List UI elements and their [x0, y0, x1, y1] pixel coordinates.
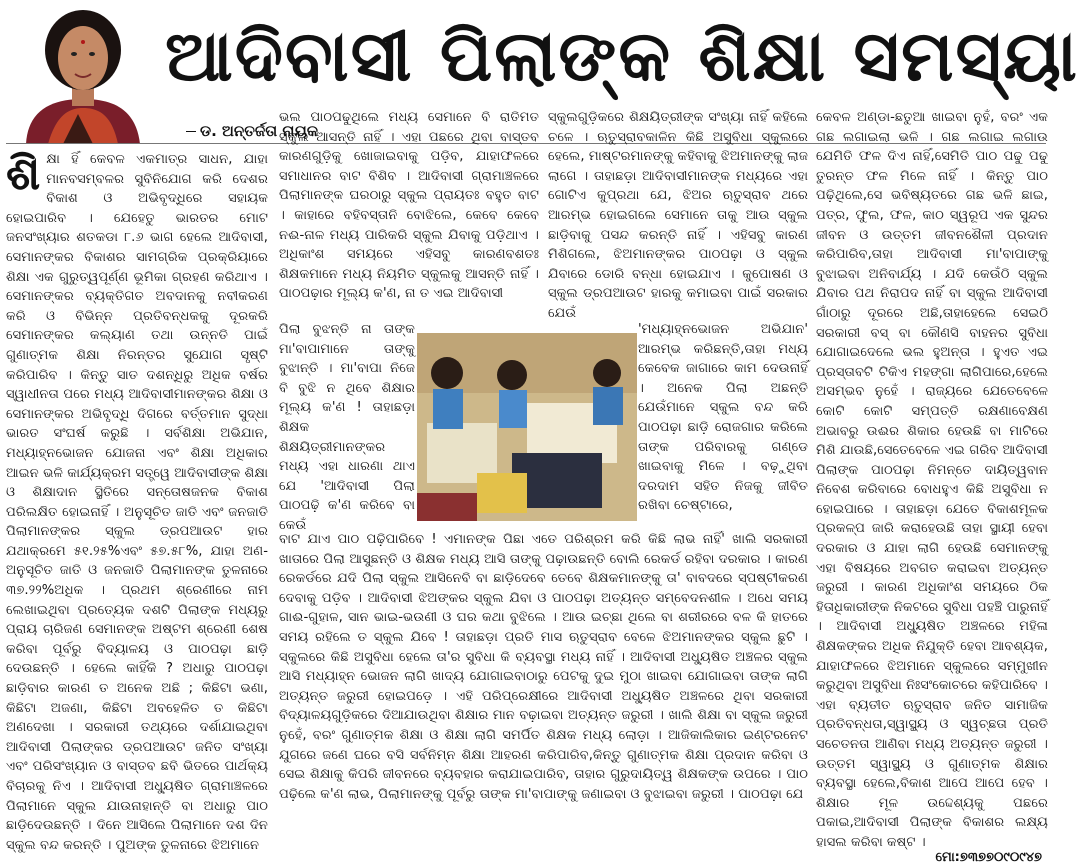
article-column-lower	[279, 530, 808, 862]
column-3b-text: 'ମଧ୍ୟାହ୍ନଭୋଜନ ଅଭିଯାନ' ଆରମ୍ଭ କରିଛନ୍ତି,ତାହା ମଧ୍ୟ କେବେକ ଜାଗାରେ କାମ ଦେଉନାହିଁ । ଅନେକ ପିଲା ଅଛନ୍ତି ଯେଉଁମାନେ ସ୍କୁଲ ବନ୍ଦ କରି ପାଠପଢ଼ା ଛାଡ଼ି ରୋଜଗାର କରିଲେ ତାଙ୍କ ପରିବାରକୁ ଗଣ୍ଡେ ଖାଇବାକୁ ମିଳେ । ବଢ଼ୁଥିବା ଦରଦାମ ସହିତ ନିଜକୁ ଜୀବିତ ରଖିବା ଚେଷ୍ଟାରେ,	[638, 322, 808, 514]
contact-number: ମୋ:୭୩୭୭୦୯୦୯୪୭	[935, 850, 1042, 865]
byline-dash	[186, 131, 196, 132]
column-lower-text: ବାଟ ଯାଏ ପାଠ ପଢ଼ିପାରିବେ ! ଏମାନଙ୍କ ପିଛା ଏତେ ପରିଶ୍ରମ କରି କିଛି ଲାଭ ନାହିଁ' ଖାଲି ସରକାରୀ ଖାତାରେ ପିଲା ଆସୁଛନ୍ତି ଓ ଶିକ୍ଷକ ମଧ୍ୟ ଆସି ତାଙ୍କୁ ପଢ଼ାଉଛନ୍ତି ବୋଲି ରେକର୍ଡ ରହିବା ଦରକାର । କାରଣ ରେକର୍ଡରେ ଯଦି ପିଲା ସ୍କୁଲ ଆସିନେବି ବା ଛାଡ଼ିଦେବେ ତେବେ ଶିକ୍ଷକମାନଙ୍କୁ ତା' ବାବଦରେ ସ୍ପଷ୍ଟୀକରଣ ଦେବାକୁ ପଡ଼ିବ । ଆଦିବାସୀ ଝିଅଙ୍କର ସ୍କୁଲ ଯିବା ଓ ପାଠପଢ଼ା ଅତ୍ୟନ୍ତ ସମ୍ବେଦନଶୀଳ । ଅଧେ ସମୟ ଗାଈ-ଗୁହାଳ, ସାନ ଭାଇ-ଭଉଣୀ ଓ ଘର କଥା ବୁଝିଲେ । ଆଉ ଇଚ୍ଛା ଥିଲେ ବା ଶରୀରରେ ବଳ କି ହାତରେ ସମୟ ରହିଲେ ତ ସ୍କୁଲ ଯିବେ ! ତାହାଛଡ଼ା ପ୍ରତି ମାସ ଋତୁସ୍ରାବ ବେଳେ ଝିଅମାନଙ୍କର ସ୍କୁଲ ଛୁଟି । ସ୍କୁଲରେ କିଛି ଅସୁବିଧା ହେଲେ ତା'ର ସୁବିଧା କି ବ୍ୟବସ୍ଥା ମଧ୍ୟ ନାହିଁ । ଆଦିବାସୀ ଅଧ୍ୟୁଷିତ ଅଞ୍ଚଳର ସ୍କୁଲ ଆସି ମଧ୍ୟାହ୍ନ ଭୋଜନ ଲାଗି ଖାଦ୍ୟ ଯୋଗାଇବାଠାରୁ ପେଟକୁ ଦୁଇ ମୁଠା ଖାଇବା ଯୋଗାଇବା ତାଙ୍କ ଲାଗି ଅତ୍ୟନ୍ତ ଜରୁରୀ ହୋଇପଡ଼େ । ଏହି ପରିପ୍ରେକ୍ଷୀରେ ଆଦିବାସୀ ଅଧ୍ୟୁଷିତ ଅଞ୍ଚଳରେ ଥିବା ସରକାରୀ ବିଦ୍ୟାଳୟଗୁଡ଼ିକରେ ଦିଆଯାଉଥିବା ଶିକ୍ଷାର ମାନ ବଢ଼ାଇବା ଅତ୍ୟନ୍ତ ଜରୁରୀ । ଖାଲି ଶିକ୍ଷା ବା ସ୍କୁଲ ଜରୁରୀ ନୁହେଁ, ବରଂ ଗୁଣାତ୍ମକ ଶିକ୍ଷା ଓ ଶିକ୍ଷା ଲାଗି ସମର୍ପିତ ଶିକ୍ଷକ ମଧ୍ୟ ଲୋଡ଼ା । ଆଜିକାଲିକାର ଇଣ୍ଟରନେଟ ଯୁଗରେ ଜଣେ ଘରେ ବସି ସର୍ବନିମ୍ନ ଶିକ୍ଷା ଆହରଣ କରିପାରିବ,କିନ୍ତୁ ଗୁଣାତ୍ମକ ଶିକ୍ଷା ପ୍ରଦାନ କରିବା ଓ ସେଇ ଶିକ୍ଷାକୁ କିପରି ଜୀବନରେ ବ୍ୟବହାର କରାଯାଇପାରିବ, ତାହାର ଗୁରୁଦାୟିତ୍ୱ ଶିକ୍ଷକଙ୍କ ଉପରେ । ପାଠ ପଢ଼ିଲେ କ'ଣ ଲାଭ, ପିଲାମାନଙ୍କୁ ପୂର୍ବରୁ ତାଙ୍କ ମା'ବାପାଙ୍କୁ ଜଣାଇବା ଓ ବୁଝାଇବା ଜରୁରୀ । ପାଠପଢ଼ା ଯେ	[279, 532, 808, 802]
article-column-2-continued	[279, 320, 415, 533]
headline: ଆଦିବାସୀ ପିଲାଙ୍କ ଶିକ୍ଷା ସମସ୍ୟା	[165, 15, 1079, 97]
article-column-3-continued	[638, 320, 808, 560]
column-1-text: କ୍ଷା ହିଁ କେବଳ ଏକମାତ୍ର ସାଧନ, ଯାହା ମାନବସମ୍ବଳର ସୁବିନିଯୋଗ କରି ଦେଶର ବିକାଶ ଓ ଅଭିବୃଦ୍ଧିରେ ସହାୟକ ହୋଇପାରିବ । ଯେହେତୁ ଭାରତର ମୋଟ ଜନସଂଖ୍ୟାର ଶତକଡା ୮.୬ ଭାଗ ହେଲେ ଆଦିବାସୀ, ସେମାନଙ୍କର ବିକାଶର ସାମଗ୍ରିକ ପ୍ରକ୍ରିୟାରେ ଶିକ୍ଷା ଏକ ଗୁରୁତ୍ୱପୂର୍ଣ୍ଣ ଭୂମିକା ଗ୍ରହଣ କରିଥାଏ । ସେମାନଙ୍କର ବ୍ୟକ୍ତିଗତ ଅବଦାନକୁ ନବୀକରଣ କରି ଓ ବିଭିନ୍ନ ପ୍ରତିବନ୍ଧକକୁ ଦୂରକରି ସେମାନଙ୍କର କଲ୍ୟାଣ ତଥା ଉନ୍ନତି ପାଇଁ ଗୁଣାତ୍ମକ ଶିକ୍ଷା ନିରନ୍ତର ସୁଯୋଗ ସୃଷ୍ଟି କରିପାରିବ । କିନ୍ତୁ ସାତ ଦଶନ୍ଧିରୁ ଅଧିକ ବର୍ଷର ସ୍ୱାଧୀନତା ପରେ ମଧ୍ୟ ଆଦିବାସୀମାନଙ୍କର ଶିକ୍ଷା ଓ ସେମାନଙ୍କର ଅଭିବୃଦ୍ଧି ଦିଗରେ ବର୍ତ୍ତମାନ ସୁଦ୍ଧା ଭାରତ ସଂଘର୍ଷ କରୁଛି । ସର୍ବଶିକ୍ଷା ଅଭିଯାନ, ମଧ୍ୟାହ୍ନଭୋଜନ ଯୋଜନା ଏବଂ ଶିକ୍ଷା ଅଧିକାର ଆଇନ ଭଳି କାର୍ଯ୍ୟକ୍ରମ ସତ୍ତ୍ୱେ ଆଦିବାସୀଙ୍କ ଶିକ୍ଷା ଓ ଶିକ୍ଷାଦାନ ସ୍ଥିତିରେ ସନ୍ତୋଷଜନକ ବିକାଶ ପରିଲକ୍ଷିତ ହୋଇନାହିଁ । ଅନୁସୂଚିତ ଜାତି ଏବଂ ଜନଜାତି ପିଲାମାନଙ୍କର ସ୍କୁଲ ଡ୍ରପଆଉଟ ହାର ଯଥାକ୍ରମେ ୫୧.୨୫%ଏବଂ ୫୭.୫୮%, ଯାହା ଅଣ-ଅନୁସୂଚିତ ଜାତି ଓ ଜନଜାତି ପିଲାମାନଙ୍କ ତୁଳନାରେ ୩୭.୨୨%ଅଧିକ । ପ୍ରଥମ ଶ୍ରେଣୀରେ ନାମ ଲେଖାଇଥିବା ପ୍ରତ୍ୟେକ ଦଶଟି ପିଲାଙ୍କ ମଧ୍ୟରୁ ପ୍ରାୟ ଚାରିଜଣ ସେମାନଙ୍କ ଅଷ୍ଟମ ଶ୍ରେଣୀ ଶେଷ କରିବା ପୂର୍ବରୁ ବିଦ୍ୟାଳୟ ଓ ପାଠପଢ଼ା ଛାଡ଼ି ଦେଉଛନ୍ତି । ହେଲେ କାହିଁକି ? ଅଧାରୁ ପାଠପଢ଼ା ଛାଡ଼ିବାର କାରଣ ତ ଅନେକ ଅଛି ; କିଛିଟା ଭଣା, କିଛିଟା ଅଜଣା, କିଛିଟା ଅବହେଳିତ ତ କିଛିଟା ଅଣଦେଖା । ସରକାରୀ ତଥ୍ୟରେ ଦର୍ଶାଯାଇଥିବା ଆଦିବାସୀ ପିଲାଙ୍କର ଡ୍ରପଆଉଟ ଜନିତ ସଂଖ୍ୟା ଏବଂ ପରିସଂଖ୍ୟାନ ଓ ବାସ୍ତବ ଛବି ଭିତରେ ପାର୍ଥକ୍ୟ ବିଚାରକୁ ନିଏ । ଆଦିବାସୀ ଅଧ୍ୟୁଷିତ ଗ୍ରାମାଞ୍ଚଳରେ ପିଲାମାନେ ସ୍କୁଲ ଯାଉନାହାନ୍ତି ବା ଅଧାରୁ ପାଠ ଛାଡ଼ିଦେଉଛନ୍ତି । ଦିନେ ଆସିଲେ ପିଲାମାନେ ଦଶ ଦିନ ସ୍କୁଲ ବନ୍ଦ କରନ୍ତି । ପୁଅଙ୍କ ତୁଳନାରେ ଝିଅମାନେ	[6, 152, 268, 853]
column-2b-text: ପିଲା ବୁଝନ୍ତି ନା ତାଙ୍କ ମା'ବାପାମାନେ ତାଙ୍କୁ ବୁଝାନ୍ତି । ମା'ବାପା ନିଜେ ବି ବୁଝି ନ ଥିବେ ଶିକ୍ଷାର ମୂଲ୍ୟ କ'ଣ ! ତାହାଛଡ଼ା ଶିକ୍ଷକ ଶିକ୍ଷୟିତ୍ରୀମାନଙ୍କର ମଧ୍ୟ ଏହା ଧାରଣା ଥାଏ ଯେ 'ଆଦିବାସୀ ପିଲା ପାଠପଢ଼ି କ'ଣ କରିବେ ବା କେଉଁ	[279, 322, 415, 533]
children-studying-photo	[417, 333, 637, 521]
column-3-text: ସ୍କୁଲଗୁଡ଼ିକରେ ଶିକ୍ଷୟିତ୍ରୀଙ୍କ ସଂଖ୍ୟା ନାହିଁ କହିଲେ ଚଳେ । ଋତୁସ୍ରାବକାଳିନ କିଛି ଅସୁବିଧା ସ୍କୁଲରେ ହେଲେ, ମାଷ୍ଟରମାନଙ୍କୁ କହିବାକୁ ଝିଅମାନଙ୍କୁ ଲାଜ ଲାଗେ । ତାହାଛଡ଼ା ଆଦିବାସୀମାନଙ୍କ ମଧ୍ୟରେ ଏହା ଗୋଟିଏ କୁପ୍ରଥା ଯେ, ଝିଅର ଋତୁସ୍ରାବ ଥରେ ଆରମ୍ଭ ହୋଇଗଲେ ସେମାନେ ତାକୁ ଆଉ ସ୍କୁଲ ଛାଡ଼ିବାକୁ ପସନ୍ଦ କରନ୍ତି ନାହିଁ । ଏହିସବୁ କାରଣ ମିଶିଗଲେ, ଝିଅମାନଙ୍କର ପାଠପଢ଼ା ଓ ସ୍କୁଲ ଯିବାରେ ଡୋରି ବନ୍ଧା ହୋଇଯାଏ । କୁପୋଷଣ ଓ ସ୍କୁଲ ଡ୍ରପଆଉଟ ହାରକୁ କମାଇବା ପାଇଁ ସରକାର ଯେଉଁ	[548, 110, 808, 321]
author-photo	[8, 4, 158, 144]
article-column-3	[548, 108, 808, 332]
column-2-text: ଭଲ ପାଠପଢୁଥିଲେ ମଧ୍ୟ ସେମାନେ ବି ରାତିମତ ସ୍କୁଲ ଆସନ୍ତି ନାହିଁ । ଏହା ପଛରେ ଥିବା ବାସ୍ତବ କାରଣଗୁଡ଼ିକୁ ଖୋଜାଇବାକୁ ପଡ଼ିବ, ଯାହାଫଳରେ ସମାଧାନର ବାଟ ବିଶିବ । ଆଦିବାସୀ ଗ୍ରାମାଞ୍ଚଳରେ ପିଲାମାନଙ୍କ ଘରଠାରୁ ସ୍କୁଲ ପ୍ରାୟତଃ ବହୁତ ବାଟ । କାହାରେ ବହିବସ୍ତାନି ବୋଝିଲେ, କେବେ କେବେ ନଈ-ନାଳ ମଧ୍ୟ ପାରିକରି ସ୍କୁଲ ଯିବାକୁ ପଡ଼ିଥାଏ । ଅଧିକାଂଶ ସମୟରେ ଏହିସବୁ କାରଣବଶତଃ ଶିକ୍ଷକମାନେ ମଧ୍ୟ ନିୟମିତ ସ୍କୁଲକୁ ଆସନ୍ତି ନାହିଁ । ପାଠପଢ଼ାର ମୂଲ୍ୟ କ'ଣ, ନା ତ ଏଇ ଆଦିବାସୀ	[279, 110, 539, 302]
article-column-1	[6, 146, 268, 862]
column-4-text: କେବଳ ଅଣ୍ଡା-ଛତୁଆ ଖାଇବା ନୁହଁ, ବରଂ ଏକ ଗଛ ଲଗାଇଲା ଭଳି । ଗଛ ଲଗାଇ ଲଗାଉ ଯେମିତି ଫଳ ଦିଏ ନାହିଁ,ସେମିତି ପାଠ ପଢୁ ପଢୁ ତୁରନ୍ତ ଫଳ ମିଳେ ନାହିଁ । କିନ୍ତୁ ପାଠ ପଢ଼ିଥିଲେ,ସେ ଭବିଷ୍ୟତରେ ଗଛ ଭଳି ଛାଇ, ପତ୍ର, ଫୁଲ, ଫଳ, କାଠ ସ୍ୱରୂପ ଏକ ସୁନ୍ଦର ଜୀବନ ଓ ଉତ୍ତମ ଜୀବନଶୈଳୀ ପ୍ରଦାନ କରିପାରିବ,ତାହା ଆଦିବାସୀ ମା'ବାପାଙ୍କୁ ବୁଝାଇବା ଅନିବାର୍ଯ୍ୟ । ଯଦି କେଉଁଠି ସ୍କୁଲ ଯିବାର ପଥ ନିରାପଦ ନାହିଁ ବା ସ୍କୁଲ ଆଦିବାସୀ ଗାଁଠାରୁ ଦୂରରେ ଅଛି,ତାହାହେଲେ ସେଇଠି ସରକାରୀ ବସ୍ ବା କୌଣସି ବାହନର ସୁବିଧା ଯୋଗାଇଦେଲେ ଭଲ ହୁଅନ୍ତା । ହୁଏତ ଏଇ ପ୍ରସ୍ତାବଟି ଟିକିଏ ମହଙ୍ଗା ଲାଗିପାରେ,ହେଲେ ଅସମ୍ଭବ ନୁହେଁ । ରାଜ୍ୟରେ ଯେତେବେଳେ କୋଟି କୋଟି ସମ୍ପତ୍ତି ରକ୍ଷଣାବେକ୍ଷଣ ଅଭାବରୁ ଉଈର ଶିକାର ହେଉଛି ବା ମାଟିରେ ମିଶି ଯାଉଛି,ସେତେବେଳେ ଏଇ ଗରିବ ଆଦିବାସୀ ପିଲାଙ୍କ ପାଠପଢ଼ା ନିମନ୍ତେ ଦାୟିତ୍ୱବାନ ନିବେଶ କରିବାରେ ବୋଧହୁଏ କିଛି ଅସୁବିଧା ନ ହୋଇପାରେ । ତାହାଛଡ଼ା ଯେତେ ବିକାଶମୂଳକ ପ୍ରକଳ୍ପ ଜାରି କରାହେଉଛି ତାହା ସ୍ଥାୟୀ ହେବା ଦରକାର ଓ ଯାହା ଲାଗି ହେଉଛି ସେମାନଙ୍କୁ ଏହା ବିଷୟରେ ଅବଗତ କରାଇବା ଅତ୍ୟନ୍ତ ଜରୁରୀ । କାରଣ ଅଧିକାଂଶ ସମୟରେ ଠିକ ହିତାଧିକାରୀଙ୍କ ନିକଟରେ ସୁବିଧା ପହଞ୍ଚି ପାରୁନାହିଁ । ଆଦିବାସୀ ଅଧ୍ୟୁଷିତ ଅଞ୍ଚଳରେ ମହିଳା ଶିକ୍ଷକଙ୍କର ଅଧିକ ନିଯୁକ୍ତି ହେବା ଆବଶ୍ୟକ, ଯାହାଫଳରେ ଝିଅମାନେ ସ୍କୁଲରେ ସମ୍ମୁଖୀନ କରୁଥିବା ଅସୁବିଧା ନିଃସଂକୋଚରେ କହିପାରିବେ । ଏହା ବ୍ୟତୀତ ଋତୁସ୍ରାବ ଜନିତ ସାମାଜିକ ପ୍ରତିବନ୍ଧତା,ସ୍ୱାସ୍ଥ୍ୟ ଓ ସ୍ୱଚ୍ଛତା ପ୍ରତି ସଚେତନତା ଆଣିବା ମଧ୍ୟ ଅତ୍ୟନ୍ତ ଜରୁରୀ । ଉତ୍ତମ ସ୍ୱାସ୍ଥ୍ୟ ଓ ଗୁଣାତ୍ମକ ଶିକ୍ଷାର ବ୍ୟବସ୍ଥା ହେଲେ,ବିକାଶ ଆପେ ଆପେ ହେବ । ଶିକ୍ଷାର ମୂଳ ଉଦ୍ଦେଶ୍ୟକୁ ପଛରେ ପକାଇ,ଆଦିବାସୀ ପିଲାଙ୍କ ବିକାଶର ଲକ୍ଷ୍ୟ ହାସଲ କରିବା କଷ୍ଟ ।	[816, 110, 1048, 850]
dropcap: ଶି	[6, 146, 41, 200]
byline: ଡ. ଅନ୍ତର୍ଜତା ନାୟକ	[200, 122, 318, 140]
article-column-4	[816, 108, 1048, 850]
article-column-2	[279, 108, 539, 320]
